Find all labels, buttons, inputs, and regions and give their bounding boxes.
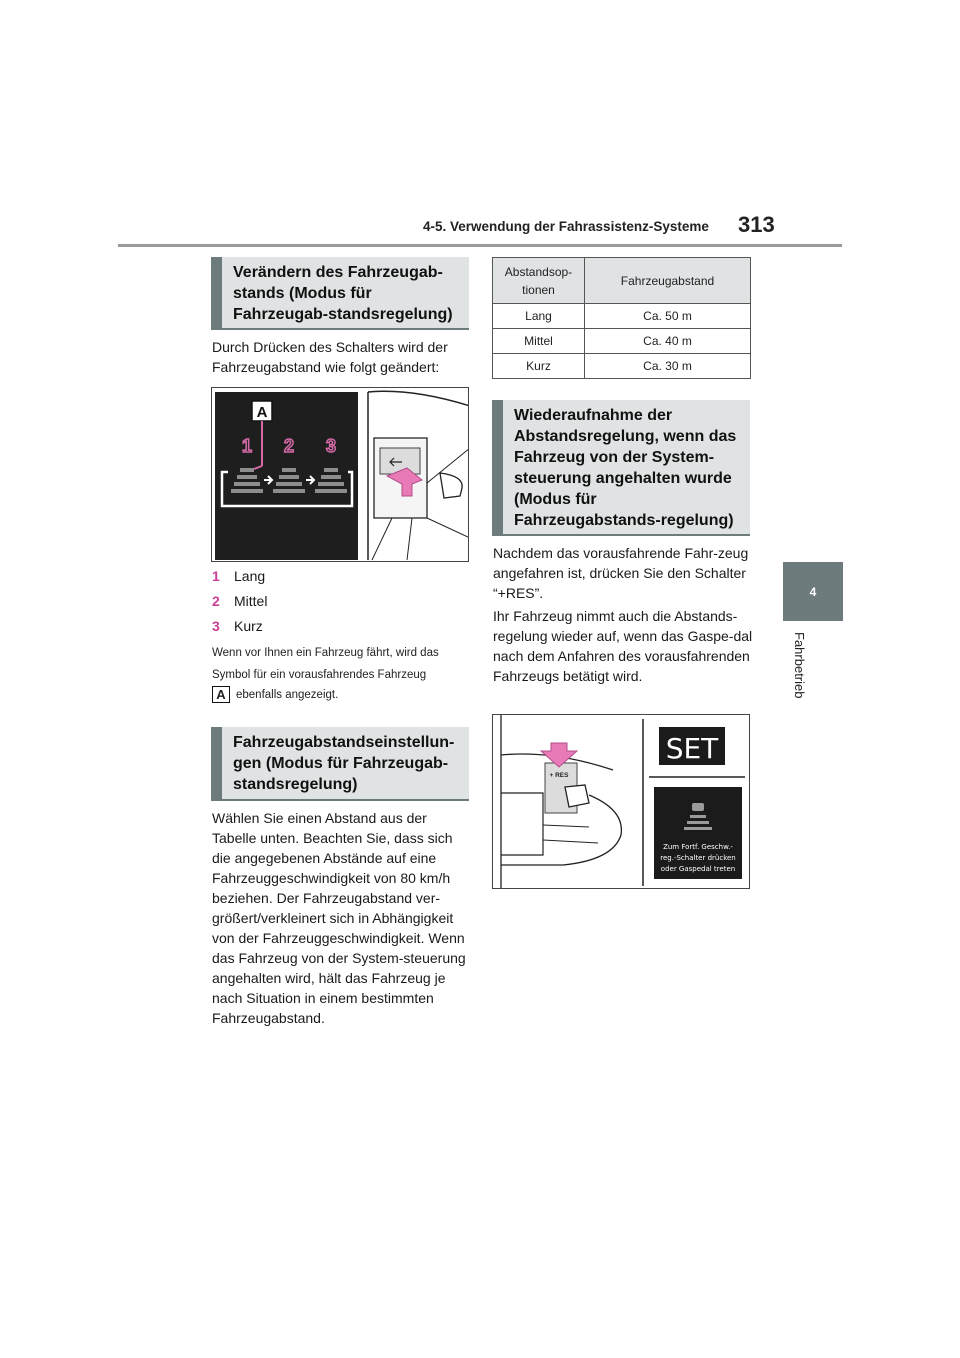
table-cell: Lang	[493, 304, 585, 329]
list-item	[212, 592, 267, 617]
chapter-label: Fahrbetrieb	[792, 632, 807, 699]
table-row	[493, 354, 751, 379]
table-cell: Ca. 40 m	[585, 329, 751, 354]
figure-number-2: 2	[283, 436, 295, 456]
table-header-options: Abstandsop-tionen	[493, 258, 585, 304]
resume-text-2: Ihr Fahrzeug nimmt auch die Abstands-regelung wieder auf, wenn das Gaspe-dal nach dem Anfahren des vorausfahrenden Fahrzeugs betätigt wird.	[493, 608, 753, 684]
heading-resume-control: Wiederaufnahme der Abstandsregelung, wenn das Fahrzeug von der System-steuerung angehalten wurde (Modus für Fahrzeugabstands-regelung)	[492, 400, 750, 536]
heading-change-distance: Verändern des Fahrzeugab-stands (Modus für Fahrzeugab-standsregelung)	[211, 257, 469, 330]
figure-distance-switch	[211, 387, 469, 562]
lever-knob-2	[565, 785, 589, 807]
list-item-number: 2	[212, 593, 220, 609]
note-line-3	[212, 686, 338, 703]
list-item-label: Mittel	[234, 593, 268, 609]
list-item	[212, 567, 267, 592]
table-row	[493, 329, 751, 354]
note-text	[212, 642, 474, 686]
table-cell: Mittel	[493, 329, 585, 354]
figure2-illustration	[493, 715, 750, 889]
intro-text: Durch Drücken des Schalters wird der Fahrzeugabstand wie folgt geändert:	[212, 339, 448, 375]
figure-number-1: 1	[241, 436, 253, 456]
set-label: SET	[665, 732, 719, 765]
display-line-3: oder Gaspedal treten	[660, 865, 736, 873]
table-row	[493, 304, 751, 329]
display-line-2: reg.-Schalter drücken	[660, 854, 736, 862]
list-item	[212, 617, 267, 642]
symbol-a-icon: A	[212, 686, 230, 703]
distance-table	[492, 257, 751, 379]
list-item-label: Kurz	[234, 618, 263, 634]
table-header-row	[493, 258, 751, 304]
table-cell: Ca. 30 m	[585, 354, 751, 379]
section-title: 4-5. Verwendung der Fahrassistenz-Systeme	[423, 219, 709, 234]
heading-distance-settings: Fahrzeugabstandseinstellun-gen (Modus für Fahrzeugab-standsregelung)	[211, 727, 469, 801]
settings-text: Wählen Sie einen Abstand aus der Tabelle unten. Beachten Sie, dass sich die angegebenen Abstände auf eine Fahrzeuggeschwindigkeit von 80 km/h beziehen. Der Fahrzeugabstand ver-größert/verkleinert sich in Abhängigkeit von der Fahrzeuggeschwindigkeit. Wenn das Fahrzeug von der System-steuerung angehalten wird, hält das Fahrzeug je nach Situation in einem bestimmten Fahrzeugabstand.	[212, 810, 466, 1026]
header-rule	[118, 244, 842, 247]
list-item-number: 3	[212, 618, 220, 634]
chapter-tab[interactable]	[783, 562, 843, 621]
distance-list	[212, 567, 267, 642]
distance-switch	[380, 448, 420, 474]
note-line-2: Symbol für ein vorausfahrendes Fahrzeug	[212, 669, 427, 681]
display-line-1: Zum Fortf. Geschw.-	[663, 843, 733, 851]
list-item-number: 1	[212, 568, 220, 584]
table-header-distance: Fahrzeugabstand	[585, 258, 751, 304]
figure-number-3: 3	[325, 436, 337, 456]
figure-resume-switch	[492, 714, 750, 889]
page-number: 313	[738, 212, 775, 237]
table-cell: Ca. 50 m	[585, 304, 751, 329]
chapter-number: 4	[809, 584, 817, 599]
note-line-3-text: ebenfalls angezeigt.	[236, 688, 339, 701]
list-item-label: Lang	[234, 568, 266, 584]
table-cell: Kurz	[493, 354, 585, 379]
figure1-illustration	[212, 388, 469, 562]
callout-a-label: A	[256, 404, 268, 421]
res-switch-label: + RES	[549, 772, 569, 779]
resume-text-1: Nachdem das vorausfahrende Fahr-zeug angefahren ist, drücken Sie den Schalter “+RES”.	[493, 545, 749, 601]
note-line-1: Wenn vor Ihnen ein Fahrzeug fährt, wird das	[212, 647, 439, 659]
